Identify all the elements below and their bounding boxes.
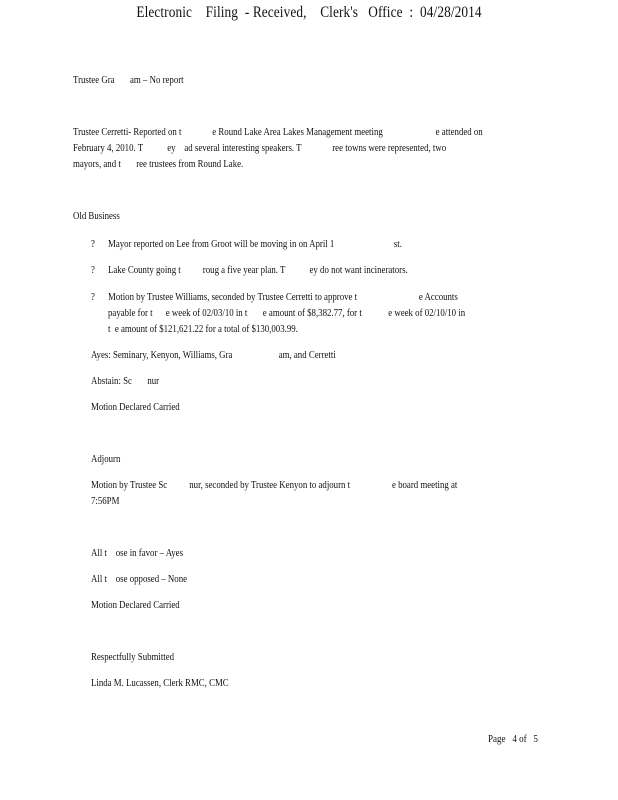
all-in-favor: All t ose in favor – Ayes	[91, 548, 184, 559]
all-opposed: All t ose opposed – None	[91, 574, 188, 585]
trustee-cerretti-report-line-2: February 4, 2010. T ey ad several interesting speakers. T ree towns were represented, two	[73, 143, 447, 154]
old-business-item-2: Lake County going t roug a five year plan. T ey do not want incinerators.	[108, 265, 408, 276]
abstain-vote: Abstain: Sc nur	[91, 376, 160, 387]
trustee-cerretti-report-line-3: mayors, and t ree trustees from Round Lake.	[73, 159, 244, 170]
old-business-item-1: Mayor reported on Lee from Groot will be moving in on April 1 st.	[108, 239, 402, 250]
adjourn-motion-line-1: Motion by Trustee Sc nur, seconded by Trustee Kenyon to adjourn t e board meeting at	[91, 480, 458, 491]
clerk-signature: Linda M. Lucassen, Clerk RMC, CMC	[91, 678, 229, 689]
respectfully-submitted: Respectfully Submitted	[91, 652, 175, 663]
old-business-item-3-line-3: t e amount of $121,621.22 for a total of $130,003.99.	[108, 324, 298, 335]
trustee-cerretti-report-line-1: Trustee Cerretti- Reported on t e Round Lake Area Lakes Management meeting e attended on	[73, 127, 483, 138]
page-number: Page 4 of 5	[488, 734, 538, 745]
adjourn-motion-line-2: 7:56PM	[91, 496, 120, 507]
bullet-marker: ?	[91, 265, 95, 276]
old-business-item-3-line-2: payable for t e week of 02/03/10 in t e amount of $8,382.77, for t e week of 02/10/10 in	[108, 308, 466, 319]
adjourn-heading: Adjourn	[91, 454, 121, 465]
bullet-marker: ?	[91, 292, 95, 303]
bullet-marker: ?	[91, 239, 95, 250]
adjourn-motion-declared-carried: Motion Declared Carried	[91, 600, 180, 611]
old-business-heading: Old Business	[73, 211, 120, 222]
trustee-graham-report: Trustee Gra am – No report	[73, 75, 184, 86]
old-business-item-3-line-1: Motion by Trustee Williams, seconded by Trustee Cerretti to approve t e Accounts	[108, 292, 458, 303]
filing-stamp-header: Electronic Filing - Received, Clerk's Office : 04/28/2014	[136, 4, 482, 21]
ayes-vote: Ayes: Seminary, Kenyon, Williams, Gra am, and Cerretti	[91, 350, 336, 361]
motion-declared-carried: Motion Declared Carried	[91, 402, 180, 413]
